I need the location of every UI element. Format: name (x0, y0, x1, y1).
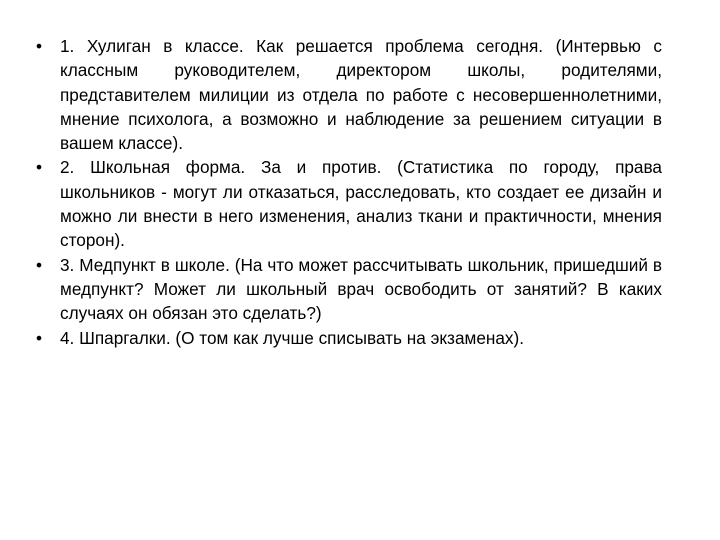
topic-list (35, 34, 662, 350)
bullet-icon: • (35, 327, 43, 348)
topic-text: 1. Хулиган в классе. Как решается проблема сегодня. (Интервью с классным руководителем, директором школы, родителями, представителем милиции из отдела по работе с несовершеннолетними, мнение психолога, а возможно и наблюдение за решением ситуации в вашем классе). (60, 36, 662, 154)
bullet-icon: • (35, 254, 43, 275)
topic-item-2 (35, 155, 662, 252)
topic-item-3 (35, 253, 662, 326)
topic-text: 3. Медпункт в школе. (На что может рассчитывать школьник, пришедший в медпункт? Может ли школьный врач освободить от занятий? В каких случаях он обязан это сделать?) (60, 254, 662, 324)
topic-text: 2. Школьная форма. За и против. (Статистика по городу, права школьников - могут ли отказаться, расследовать, кто создает ее дизайн и можно ли внести в него изменения, анализ ткани и практичности, мнения сторон). (60, 157, 662, 251)
topic-item-1 (35, 34, 662, 155)
topic-item-4 (35, 326, 662, 350)
bullet-icon: • (35, 36, 43, 56)
bullet-icon: • (35, 157, 43, 178)
topic-text: 4. Шпаргалки. (О том как лучше списывать на экзаменах). (60, 327, 525, 348)
